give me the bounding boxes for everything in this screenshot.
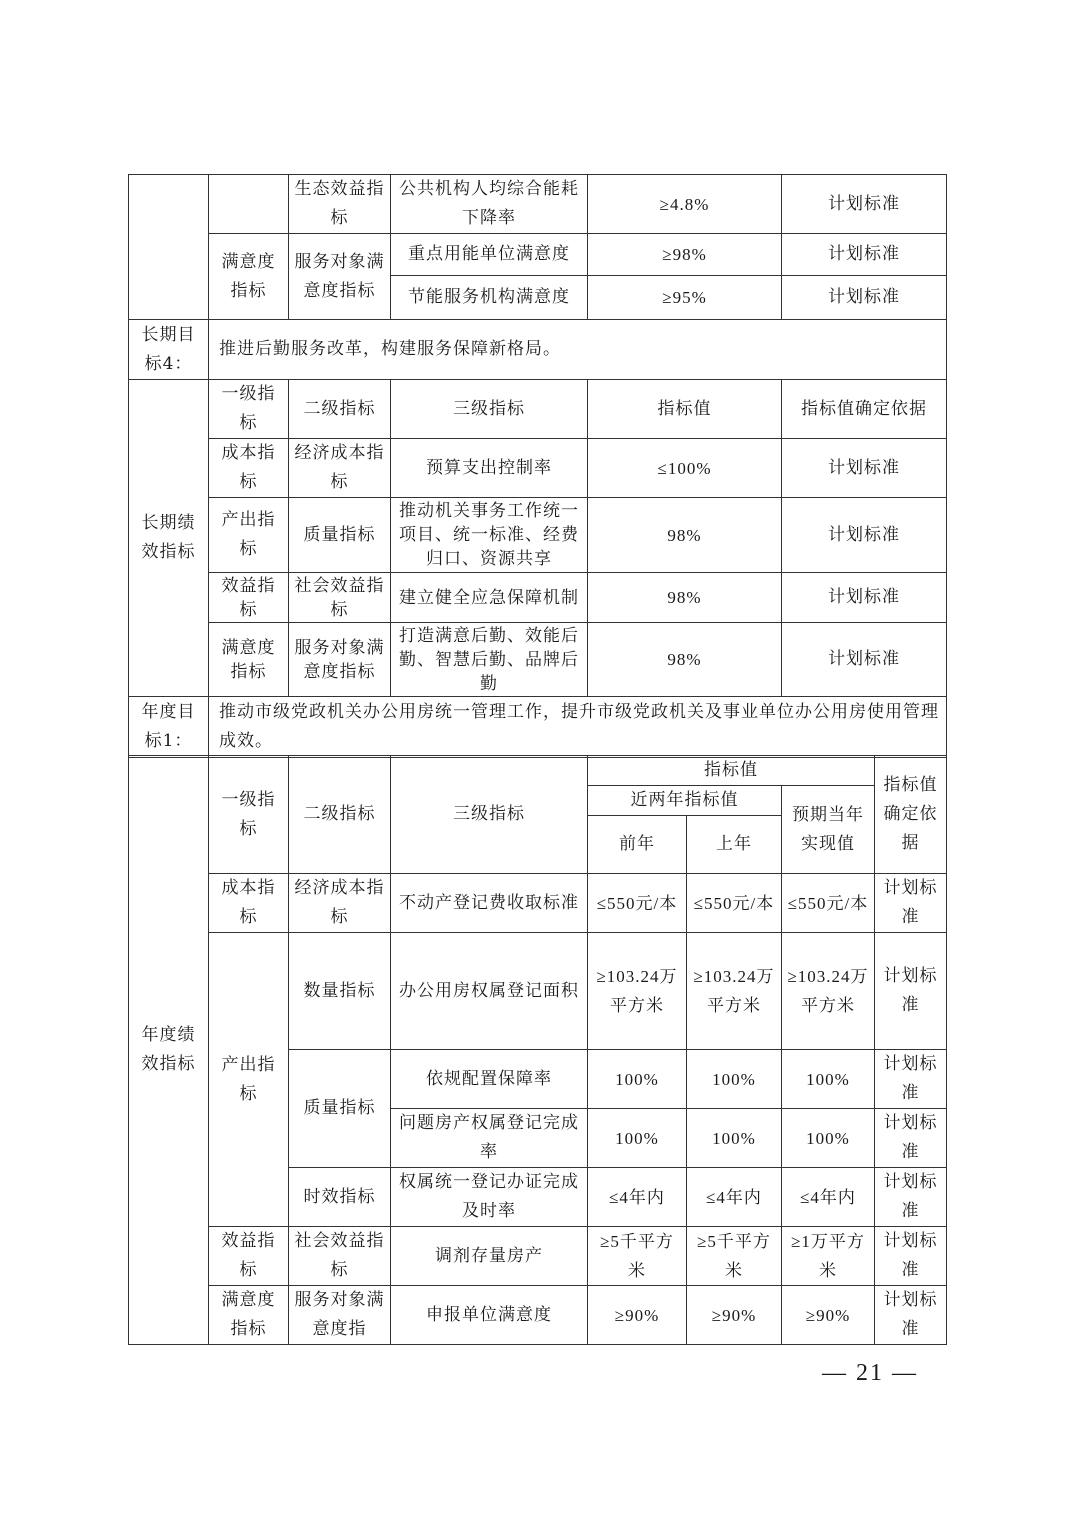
cell: ≥90% bbox=[687, 1286, 782, 1345]
cell: 服务对象满意度指 bbox=[289, 1286, 391, 1345]
cell: ≤550元/本 bbox=[782, 874, 875, 933]
cell: 服务对象满意度指标 bbox=[289, 234, 391, 320]
cell: ≥90% bbox=[588, 1286, 687, 1345]
cell: ≥103.24万平方米 bbox=[687, 933, 782, 1050]
cell: 依规配置保障率 bbox=[391, 1050, 588, 1109]
annual-table bbox=[128, 755, 947, 1345]
header-cell: 指标值 bbox=[588, 756, 875, 786]
goal-label: 长期目标4： bbox=[129, 320, 209, 380]
cell: 满意度指标 bbox=[209, 234, 289, 320]
cell: 产出指标 bbox=[209, 933, 289, 1227]
cell: 质量指标 bbox=[289, 1050, 391, 1168]
cell: 效益指标 bbox=[209, 573, 289, 623]
cell: 社会效益指标 bbox=[289, 1227, 391, 1286]
cell: ≥4.8% bbox=[588, 175, 782, 234]
cell: ≥98% bbox=[588, 234, 782, 276]
long-term-table bbox=[128, 174, 947, 758]
cell: 节能服务机构满意度 bbox=[391, 276, 588, 320]
cell: 数量指标 bbox=[289, 933, 391, 1050]
cell: 问题房产权属登记完成率 bbox=[391, 1109, 588, 1168]
cell: ≤4年内 bbox=[687, 1168, 782, 1227]
header-cell: 指标值确定依据 bbox=[782, 380, 947, 439]
header-cell: 一级指标 bbox=[209, 380, 289, 439]
header-cell: 指标值 bbox=[588, 380, 782, 439]
page-number: — 21 — bbox=[822, 1360, 918, 1386]
cell: 不动产登记费收取标准 bbox=[391, 874, 588, 933]
header-cell: 指标值确定依据 bbox=[875, 756, 947, 874]
cell: 计划标准 bbox=[875, 1050, 947, 1109]
cell: ≥5千平方米 bbox=[588, 1227, 687, 1286]
cell: 计划标准 bbox=[875, 1227, 947, 1286]
cell: 计划标准 bbox=[782, 276, 947, 320]
cell: 100% bbox=[782, 1050, 875, 1109]
goal-text: 推进后勤服务改革，构建服务保障新格局。 bbox=[209, 320, 947, 380]
header-cell: 上年 bbox=[687, 816, 782, 874]
cell: 计划标准 bbox=[875, 1109, 947, 1168]
header-cell: 二级指标 bbox=[289, 380, 391, 439]
cell: 时效指标 bbox=[289, 1168, 391, 1227]
cell: 质量指标 bbox=[289, 498, 391, 573]
cell: ≥90% bbox=[782, 1286, 875, 1345]
cell: ≥103.24万平方米 bbox=[588, 933, 687, 1050]
cell: 生态效益指标 bbox=[289, 175, 391, 234]
cell: 计划标准 bbox=[782, 573, 947, 623]
cell: 长期绩效指标 bbox=[129, 380, 209, 697]
goal-label: 年度目标1： bbox=[129, 697, 209, 758]
cell: 计划标准 bbox=[875, 1286, 947, 1345]
cell: ≤4年内 bbox=[782, 1168, 875, 1227]
cell: 重点用能单位满意度 bbox=[391, 234, 588, 276]
cell: 100% bbox=[782, 1109, 875, 1168]
cell: 98% bbox=[588, 623, 782, 697]
cell: 社会效益指标 bbox=[289, 573, 391, 623]
cell: 成本指标 bbox=[209, 874, 289, 933]
cell: 100% bbox=[687, 1050, 782, 1109]
cell: 计划标准 bbox=[782, 175, 947, 234]
cell: 经济成本指标 bbox=[289, 874, 391, 933]
cell: 预算支出控制率 bbox=[391, 439, 588, 498]
cell: 公共机构人均综合能耗下降率 bbox=[391, 175, 588, 234]
cell: 100% bbox=[588, 1109, 687, 1168]
cell: 产出指标 bbox=[209, 498, 289, 573]
cell: 经济成本指标 bbox=[289, 439, 391, 498]
header-cell: 前年 bbox=[588, 816, 687, 874]
cell bbox=[209, 175, 289, 234]
header-cell: 预期当年实现值 bbox=[782, 786, 875, 874]
cell: ≤550元/本 bbox=[588, 874, 687, 933]
cell: 年度绩效指标 bbox=[129, 756, 209, 1345]
cell: 100% bbox=[687, 1109, 782, 1168]
cell: 计划标准 bbox=[782, 439, 947, 498]
header-cell: 三级指标 bbox=[391, 756, 588, 874]
cell: 推动机关事务工作统一项目、统一标准、经费归口、资源共享 bbox=[391, 498, 588, 573]
cell: 满意度指标 bbox=[209, 623, 289, 697]
cell: 100% bbox=[588, 1050, 687, 1109]
cell: 98% bbox=[588, 498, 782, 573]
goal-text: 推动市级党政机关办公用房统一管理工作，提升市级党政机关及事业单位办公用房使用管理成效。 bbox=[209, 697, 947, 758]
cell: 计划标准 bbox=[782, 498, 947, 573]
cell: 打造满意后勤、效能后勤、智慧后勤、品牌后勤 bbox=[391, 623, 588, 697]
cell: 成本指标 bbox=[209, 439, 289, 498]
cell: 98% bbox=[588, 573, 782, 623]
cell: 权属统一登记办证完成及时率 bbox=[391, 1168, 588, 1227]
cell: 办公用房权属登记面积 bbox=[391, 933, 588, 1050]
cell: 计划标准 bbox=[875, 874, 947, 933]
cell: ≤100% bbox=[588, 439, 782, 498]
cell: 满意度指标 bbox=[209, 1286, 289, 1345]
cell: 计划标准 bbox=[782, 234, 947, 276]
header-cell: 二级指标 bbox=[289, 756, 391, 874]
cell: 申报单位满意度 bbox=[391, 1286, 588, 1345]
cell: ≥95% bbox=[588, 276, 782, 320]
cell: ≤550元/本 bbox=[687, 874, 782, 933]
cell: 效益指标 bbox=[209, 1227, 289, 1286]
cell: 建立健全应急保障机制 bbox=[391, 573, 588, 623]
cell: 计划标准 bbox=[875, 933, 947, 1050]
cell: 计划标准 bbox=[875, 1168, 947, 1227]
header-cell: 近两年指标值 bbox=[588, 786, 782, 816]
cell: ≤4年内 bbox=[588, 1168, 687, 1227]
header-cell: 三级指标 bbox=[391, 380, 588, 439]
cell: 计划标准 bbox=[782, 623, 947, 697]
cell: ≥103.24万平方米 bbox=[782, 933, 875, 1050]
cell: 服务对象满意度指标 bbox=[289, 623, 391, 697]
cell: ≥1万平方米 bbox=[782, 1227, 875, 1286]
header-cell: 一级指标 bbox=[209, 756, 289, 874]
cell: 调剂存量房产 bbox=[391, 1227, 588, 1286]
cell bbox=[129, 175, 209, 320]
cell: ≥5千平方米 bbox=[687, 1227, 782, 1286]
